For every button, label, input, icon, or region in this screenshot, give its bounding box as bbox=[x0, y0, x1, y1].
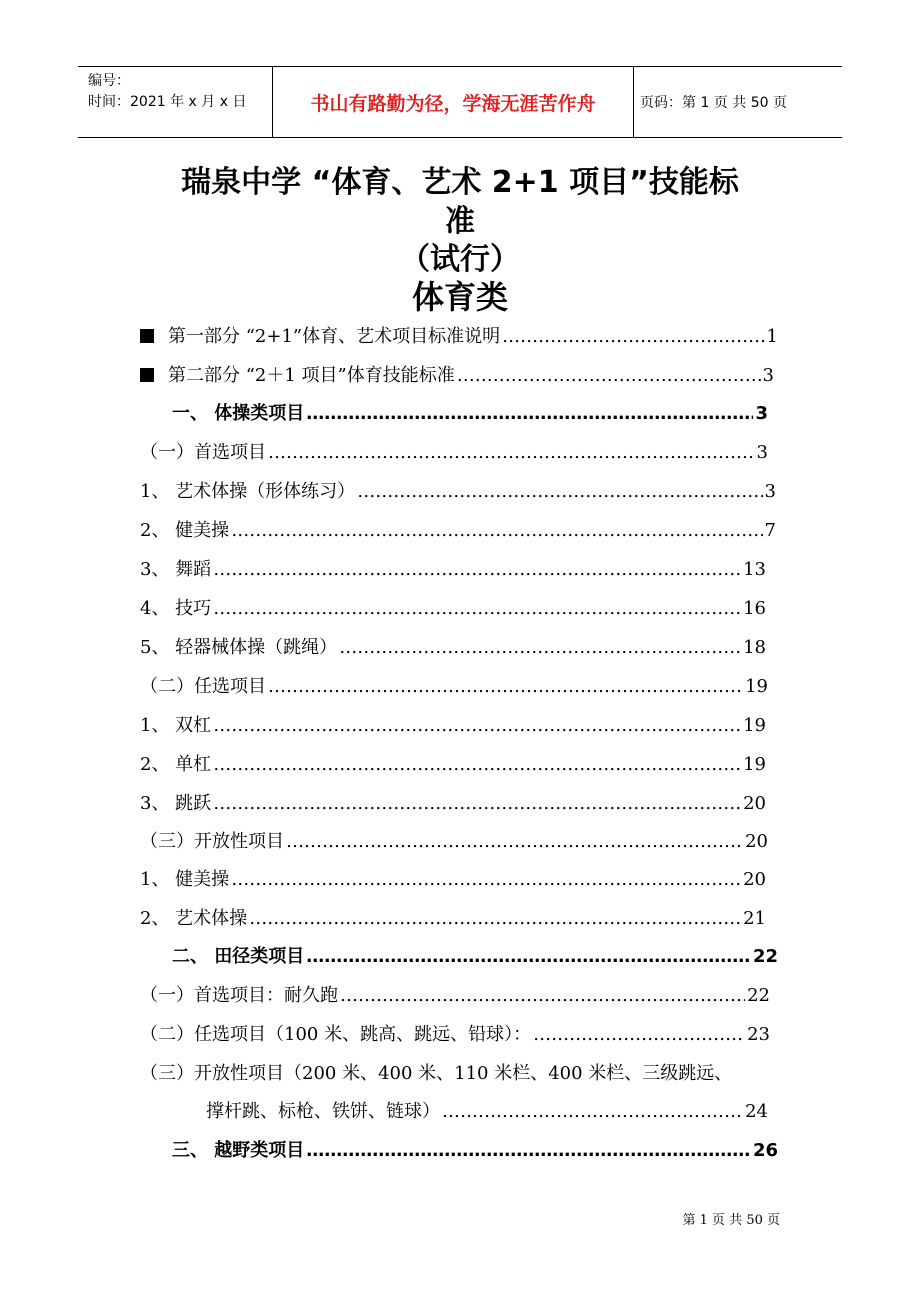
toc-entry-text: 4、 技巧 bbox=[140, 598, 212, 619]
toc-leader-dots bbox=[213, 793, 741, 814]
toc-entry[interactable] bbox=[172, 1136, 778, 1162]
toc-entry-text: 二、 田径类项目 bbox=[172, 946, 305, 967]
toc-entry-page: 26 bbox=[752, 1140, 778, 1161]
toc-leader-dots bbox=[442, 1101, 743, 1122]
toc-entry[interactable] bbox=[172, 942, 778, 968]
toc-leader-dots bbox=[306, 1140, 751, 1161]
document-number-label: 编号： bbox=[88, 73, 130, 89]
toc-entry-page: 19 bbox=[743, 715, 766, 736]
toc-leader-dots bbox=[286, 831, 743, 852]
toc-leader-dots bbox=[213, 754, 741, 775]
toc-entry[interactable] bbox=[140, 1020, 770, 1046]
document-title-line-1: 瑞泉中学 “体育、艺术 2+1 项目”技能标 bbox=[181, 165, 739, 200]
toc-entry-page: 20 bbox=[743, 869, 766, 890]
page-header bbox=[78, 66, 842, 138]
toc-leader-dots bbox=[268, 442, 755, 463]
section-heading: 体育类 bbox=[411, 278, 508, 316]
bullet-square-icon bbox=[140, 368, 154, 382]
toc-entry-page: 20 bbox=[743, 793, 766, 814]
toc-entry-page: 3 bbox=[755, 403, 768, 424]
toc-entry-text: 3、 舞蹈 bbox=[140, 559, 212, 580]
toc-entry-page: 18 bbox=[743, 637, 766, 658]
toc-entry[interactable] bbox=[140, 981, 770, 1007]
toc-leader-dots bbox=[502, 326, 764, 347]
toc-entry[interactable] bbox=[140, 633, 766, 659]
toc-leader-dots bbox=[340, 985, 745, 1006]
toc-leader-dots bbox=[457, 365, 761, 386]
toc-entry[interactable] bbox=[140, 750, 766, 776]
toc-entry[interactable] bbox=[140, 594, 766, 620]
toc-leader-dots bbox=[306, 403, 753, 424]
bullet-square-icon bbox=[140, 329, 154, 343]
document-title-line-2: 准 bbox=[445, 204, 475, 239]
toc-entry-page: 3 bbox=[756, 442, 768, 463]
toc-entry-text: （二）任选项目（100 米、跳高、跳远、铅球）： bbox=[140, 1024, 532, 1045]
toc-entry-text: 第一部分 “2+1”体育、艺术项目标准说明 bbox=[168, 326, 501, 347]
document-time-label: 时间：2021 年 x 月 x 日 bbox=[88, 94, 247, 110]
toc-entry-page: 24 bbox=[745, 1101, 768, 1122]
toc-entry[interactable] bbox=[206, 1097, 768, 1123]
toc-leader-dots bbox=[533, 1024, 745, 1045]
header-meta-cell bbox=[78, 67, 273, 137]
toc-entry-text: （一）首选项目 bbox=[140, 442, 266, 463]
toc-entry-page: 16 bbox=[743, 598, 766, 619]
toc-entry[interactable] bbox=[140, 361, 774, 387]
toc-entry[interactable] bbox=[140, 477, 776, 503]
toc-leader-dots bbox=[268, 676, 743, 697]
toc-entry[interactable] bbox=[172, 399, 768, 425]
toc-entry-page: 1 bbox=[766, 326, 778, 347]
toc-entry-text: 2、 单杠 bbox=[140, 754, 212, 775]
toc-entry[interactable] bbox=[140, 1059, 780, 1085]
toc-entry-text: （三）开放性项目 bbox=[140, 831, 284, 852]
toc-entry-text: 1、 健美操 bbox=[140, 869, 230, 890]
toc-entry-text: 3、 跳跃 bbox=[140, 793, 212, 814]
toc-leader-dots bbox=[231, 520, 762, 541]
toc-entry[interactable] bbox=[140, 438, 768, 464]
toc-entry[interactable] bbox=[140, 904, 766, 930]
toc-leader-dots bbox=[249, 908, 741, 929]
toc-entry-text: （一）首选项目：耐久跑 bbox=[140, 985, 338, 1006]
toc-leader-dots bbox=[213, 559, 741, 580]
toc-entry-page: 3 bbox=[762, 365, 774, 386]
toc-entry-text: 2、 健美操 bbox=[140, 520, 230, 541]
toc-entry-text: 撑杆跳、标枪、铁饼、链球） bbox=[206, 1101, 440, 1122]
toc-entry-text: 一、 体操类项目 bbox=[172, 403, 305, 424]
toc-leader-dots bbox=[213, 598, 741, 619]
toc-entry[interactable] bbox=[140, 555, 766, 581]
toc-entry-text: （三）开放性项目（200 米、400 米、110 米栏、400 米栏、三级跳远、 bbox=[140, 1063, 733, 1084]
toc-entry-page: 23 bbox=[747, 1024, 770, 1045]
toc-leader-dots bbox=[213, 715, 741, 736]
toc-entry-page: 13 bbox=[743, 559, 766, 580]
toc-entry[interactable] bbox=[140, 672, 768, 698]
toc-entry-text: 三、 越野类项目 bbox=[172, 1140, 305, 1161]
toc-entry-page: 22 bbox=[752, 946, 778, 967]
page-footer: 第 1 页 共 50 页 bbox=[682, 1213, 780, 1228]
toc-entry-text: 1、 双杠 bbox=[140, 715, 212, 736]
toc-entry-text: 5、 轻器械体操（跳绳） bbox=[140, 637, 338, 658]
toc-entry-page: 19 bbox=[743, 754, 766, 775]
header-motto: 书山有路勤为径，学海无涯苦作舟 bbox=[273, 67, 634, 137]
toc-entry[interactable] bbox=[140, 516, 776, 542]
toc-entry-text: 2、 艺术体操 bbox=[140, 908, 248, 929]
toc-leader-dots bbox=[339, 637, 741, 658]
toc-leader-dots bbox=[306, 946, 751, 967]
toc-leader-dots bbox=[357, 481, 762, 502]
toc-entry[interactable] bbox=[140, 711, 766, 737]
toc-entry-page: 20 bbox=[745, 831, 768, 852]
toc-entry-text: （二）任选项目 bbox=[140, 676, 266, 697]
toc-entry-page: 21 bbox=[743, 908, 766, 929]
toc-entry[interactable] bbox=[140, 827, 768, 853]
toc-entry[interactable] bbox=[140, 789, 766, 815]
toc-entry-page: 3 bbox=[764, 481, 776, 502]
toc-entry[interactable] bbox=[140, 322, 778, 348]
toc-leader-dots bbox=[231, 869, 741, 890]
toc-entry-text: 1、 艺术体操（形体练习） bbox=[140, 481, 356, 502]
toc-entry-page: 22 bbox=[747, 985, 770, 1006]
toc-entry-page: 7 bbox=[764, 520, 776, 541]
toc-entry-page: 19 bbox=[745, 676, 768, 697]
header-page-info: 页码：第 1 页 共 50 页 bbox=[640, 95, 787, 111]
toc-entry-text: 第二部分 “2＋1 项目”体育技能标准 bbox=[168, 365, 455, 386]
toc-entry[interactable] bbox=[140, 865, 766, 891]
document-subtitle: （试行） bbox=[400, 242, 520, 277]
